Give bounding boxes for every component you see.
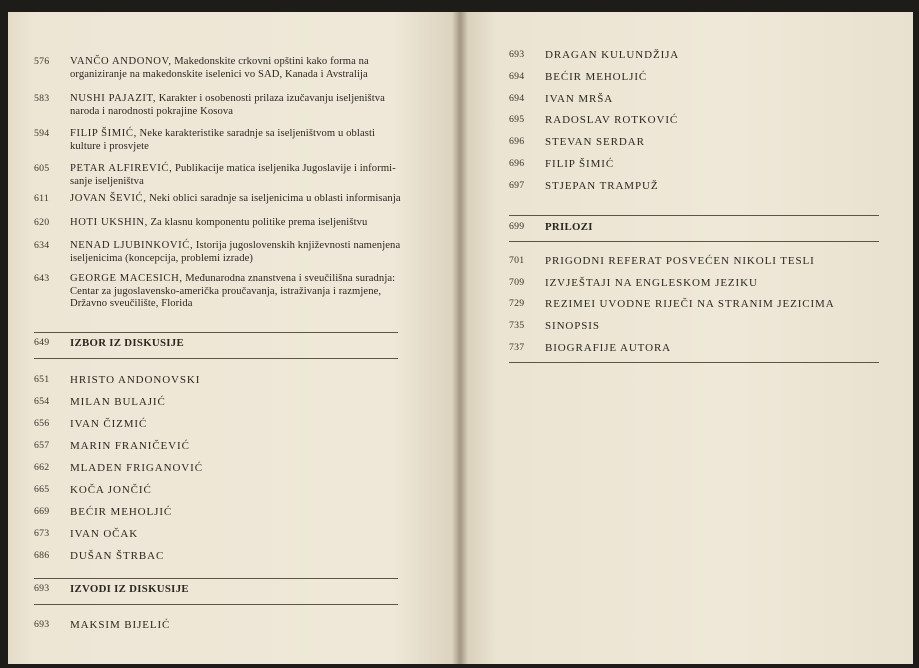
entry-author: HRISTO ANDONOVSKI [70, 374, 201, 386]
entry-title: IZVJEŠTAJI NA ENGLESKOM JEZIKU [545, 277, 758, 289]
page-number: 657 [34, 440, 50, 451]
entry-author: VANČO ANDONOV, [70, 56, 172, 67]
entry-title-continuation: organiziranje na makedonskite iselenici vo SAD, Kanada i Avstralija [70, 68, 368, 80]
section-title: PRILOZI [545, 221, 593, 233]
toc-entry [34, 440, 398, 454]
toc-entry [34, 240, 434, 268]
entry-author: FILIP ŠIMIĆ [545, 158, 615, 170]
page-number: 673 [34, 528, 50, 539]
page-number: 594 [34, 128, 50, 139]
toc-entry [34, 619, 398, 633]
section-rule-bottom [509, 241, 879, 242]
entry-title-continuation: kulture i prosvjete [70, 140, 149, 152]
section-heading [34, 337, 398, 351]
entry-author: IVAN OČAK [70, 528, 139, 540]
section-rule-top [509, 215, 879, 216]
section-rule-bottom [34, 358, 398, 359]
page-number: 696 [509, 136, 525, 147]
page-number: 697 [509, 180, 525, 191]
entry-author: BEĆIR MEHOLJIĆ [70, 506, 173, 518]
section-rule-bottom [34, 604, 398, 605]
entry-title-continuation: sanje iseljeništva [70, 175, 144, 187]
page-number: 649 [34, 337, 50, 348]
entry-title: Neki oblici saradnje sa iseljenicima u oblasti informisanja [149, 193, 401, 204]
toc-entry [34, 56, 434, 84]
toc-entry [509, 158, 879, 172]
page-number: 737 [509, 342, 525, 353]
entry-author: PETAR ALFIREVIĆ, [70, 163, 173, 174]
left-page [8, 12, 461, 664]
section-rule-top [34, 578, 398, 579]
page-number: 735 [509, 320, 525, 331]
section-heading [509, 221, 879, 235]
entry-author: BEĆIR MEHOLJIĆ [545, 71, 648, 83]
page-number: 686 [34, 550, 50, 561]
toc-entry [34, 163, 434, 191]
page-number: 669 [34, 506, 50, 517]
entry-author: FILIP ŠIMIĆ, [70, 128, 137, 139]
entry-title-continuation: Državno sveučilište, Florida [70, 298, 193, 309]
page-number: 694 [509, 93, 525, 104]
toc-entry [34, 396, 398, 410]
toc-entry [34, 193, 434, 207]
entry-title: Neke karakteristike saradnje sa iseljeništvom u oblasti [139, 128, 376, 139]
entry-author: IVAN ČIZMIĆ [70, 418, 148, 430]
toc-entry [509, 320, 879, 334]
toc-entry [34, 418, 398, 432]
entry-author: MARIN FRANIČEVIĆ [70, 440, 190, 452]
entry-author: NUSHI PAJAZIT, [70, 93, 157, 104]
entry-title-continuation: naroda i narodnosti pokrajine Kosova [70, 105, 234, 117]
entry-title: BIOGRAFIJE AUTORA [545, 342, 672, 354]
entry-author: MAKSIM BIJELIĆ [70, 619, 171, 631]
entry-title: Makedonskite crkovni opštini kako forma na [174, 56, 369, 67]
entry-title: Karakter i osobenosti prilaza izučavanju iseljeništva [158, 93, 385, 104]
toc-entry [34, 273, 434, 313]
right-page [461, 12, 913, 664]
page-number: 651 [34, 374, 50, 385]
toc-entry [509, 136, 879, 150]
toc-entry [34, 528, 398, 542]
page-number: 620 [34, 217, 50, 228]
entry-title: Međunarodna znanstvena i sveučilišna suradnja: [185, 273, 396, 284]
entry-author: JOVAN ŠEVIĆ, [70, 193, 147, 204]
page-number: 693 [34, 619, 50, 630]
toc-entry [509, 93, 879, 107]
entry-author: DUŠAN ŠTRBAC [70, 550, 165, 562]
section-rule-top [34, 332, 398, 333]
section-heading [34, 583, 398, 597]
section-rule-bottom [509, 362, 879, 363]
entry-title: SINOPSIS [545, 320, 600, 332]
toc-entry [34, 93, 434, 121]
page-number: 696 [509, 158, 525, 169]
page-number: 665 [34, 484, 50, 495]
page-number: 643 [34, 273, 50, 284]
page-number: 694 [509, 71, 525, 82]
page-number: 605 [34, 163, 50, 174]
page-number: 583 [34, 93, 50, 104]
page-number: 729 [509, 298, 525, 309]
page-number: 656 [34, 418, 50, 429]
toc-entry [509, 298, 879, 312]
page-number: 611 [34, 193, 49, 204]
entry-author: KOČA JONČIĆ [70, 484, 152, 496]
toc-entry [34, 374, 398, 388]
entry-title-continuation: iseljenicima (koncepcija, problemi izrade) [70, 252, 254, 264]
page-number: 634 [34, 240, 50, 251]
section-title: IZBOR IZ DISKUSIJE [70, 337, 185, 349]
toc-entry [34, 484, 398, 498]
page-number: 662 [34, 462, 50, 473]
toc-entry [34, 217, 434, 231]
toc-entry [509, 114, 879, 128]
toc-entry [509, 277, 879, 291]
page-number: 693 [34, 583, 50, 594]
toc-entry [509, 180, 879, 194]
entry-author: STEVAN SERDAR [545, 136, 645, 148]
entry-author: HOTI UKSHIN, [70, 217, 148, 228]
entry-author: STJEPAN TRAMPUŽ [545, 180, 659, 192]
entry-title-continuation: Centar za jugoslavensko-američka proučavanja, istraživanja i razmjene, [70, 285, 382, 297]
page-number: 654 [34, 396, 50, 407]
toc-entry [509, 342, 879, 356]
entry-title: Istorija jugoslovenskih književnosti namenjena [195, 240, 401, 251]
entry-author: MLADEN FRIGANOVIĆ [70, 462, 203, 474]
page-number: 701 [509, 255, 525, 266]
toc-entry [509, 71, 879, 85]
entry-author: NENAD LJUBINKOVIĆ, [70, 240, 194, 251]
entry-author: MILAN BULAJIĆ [70, 396, 166, 408]
entry-title: Publikacije matica iseljenika Jugoslavije i informi- [175, 163, 396, 174]
toc-entry [34, 550, 398, 564]
page-number: 699 [509, 221, 525, 232]
toc-entry [34, 462, 398, 476]
entry-title: REZIMEI UVODNE RIJEČI NA STRANIM JEZICIMA [545, 298, 835, 310]
toc-entry [509, 255, 879, 269]
page-number: 576 [34, 56, 50, 67]
entry-author: DRAGAN KULUNDŽIJA [545, 49, 680, 61]
book-gutter [452, 12, 468, 664]
page-number: 695 [509, 114, 525, 125]
page-number: 709 [509, 277, 525, 288]
entry-author: RADOSLAV ROTKOVIĆ [545, 114, 679, 126]
toc-entry [34, 506, 398, 520]
entry-author: IVAN MRŠA [545, 93, 614, 105]
entry-title: Za klasnu komponentu politike prema iseljeništvu [150, 217, 368, 228]
entry-title: PRIGODNI REFERAT POSVEĆEN NIKOLI TESLI [545, 255, 815, 267]
entry-author: GEORGE MACESICH, [70, 273, 183, 284]
section-title: IZVODI IZ DISKUSIJE [70, 583, 189, 595]
toc-entry [509, 49, 879, 63]
page-number: 693 [509, 49, 525, 60]
toc-entry [34, 128, 434, 156]
